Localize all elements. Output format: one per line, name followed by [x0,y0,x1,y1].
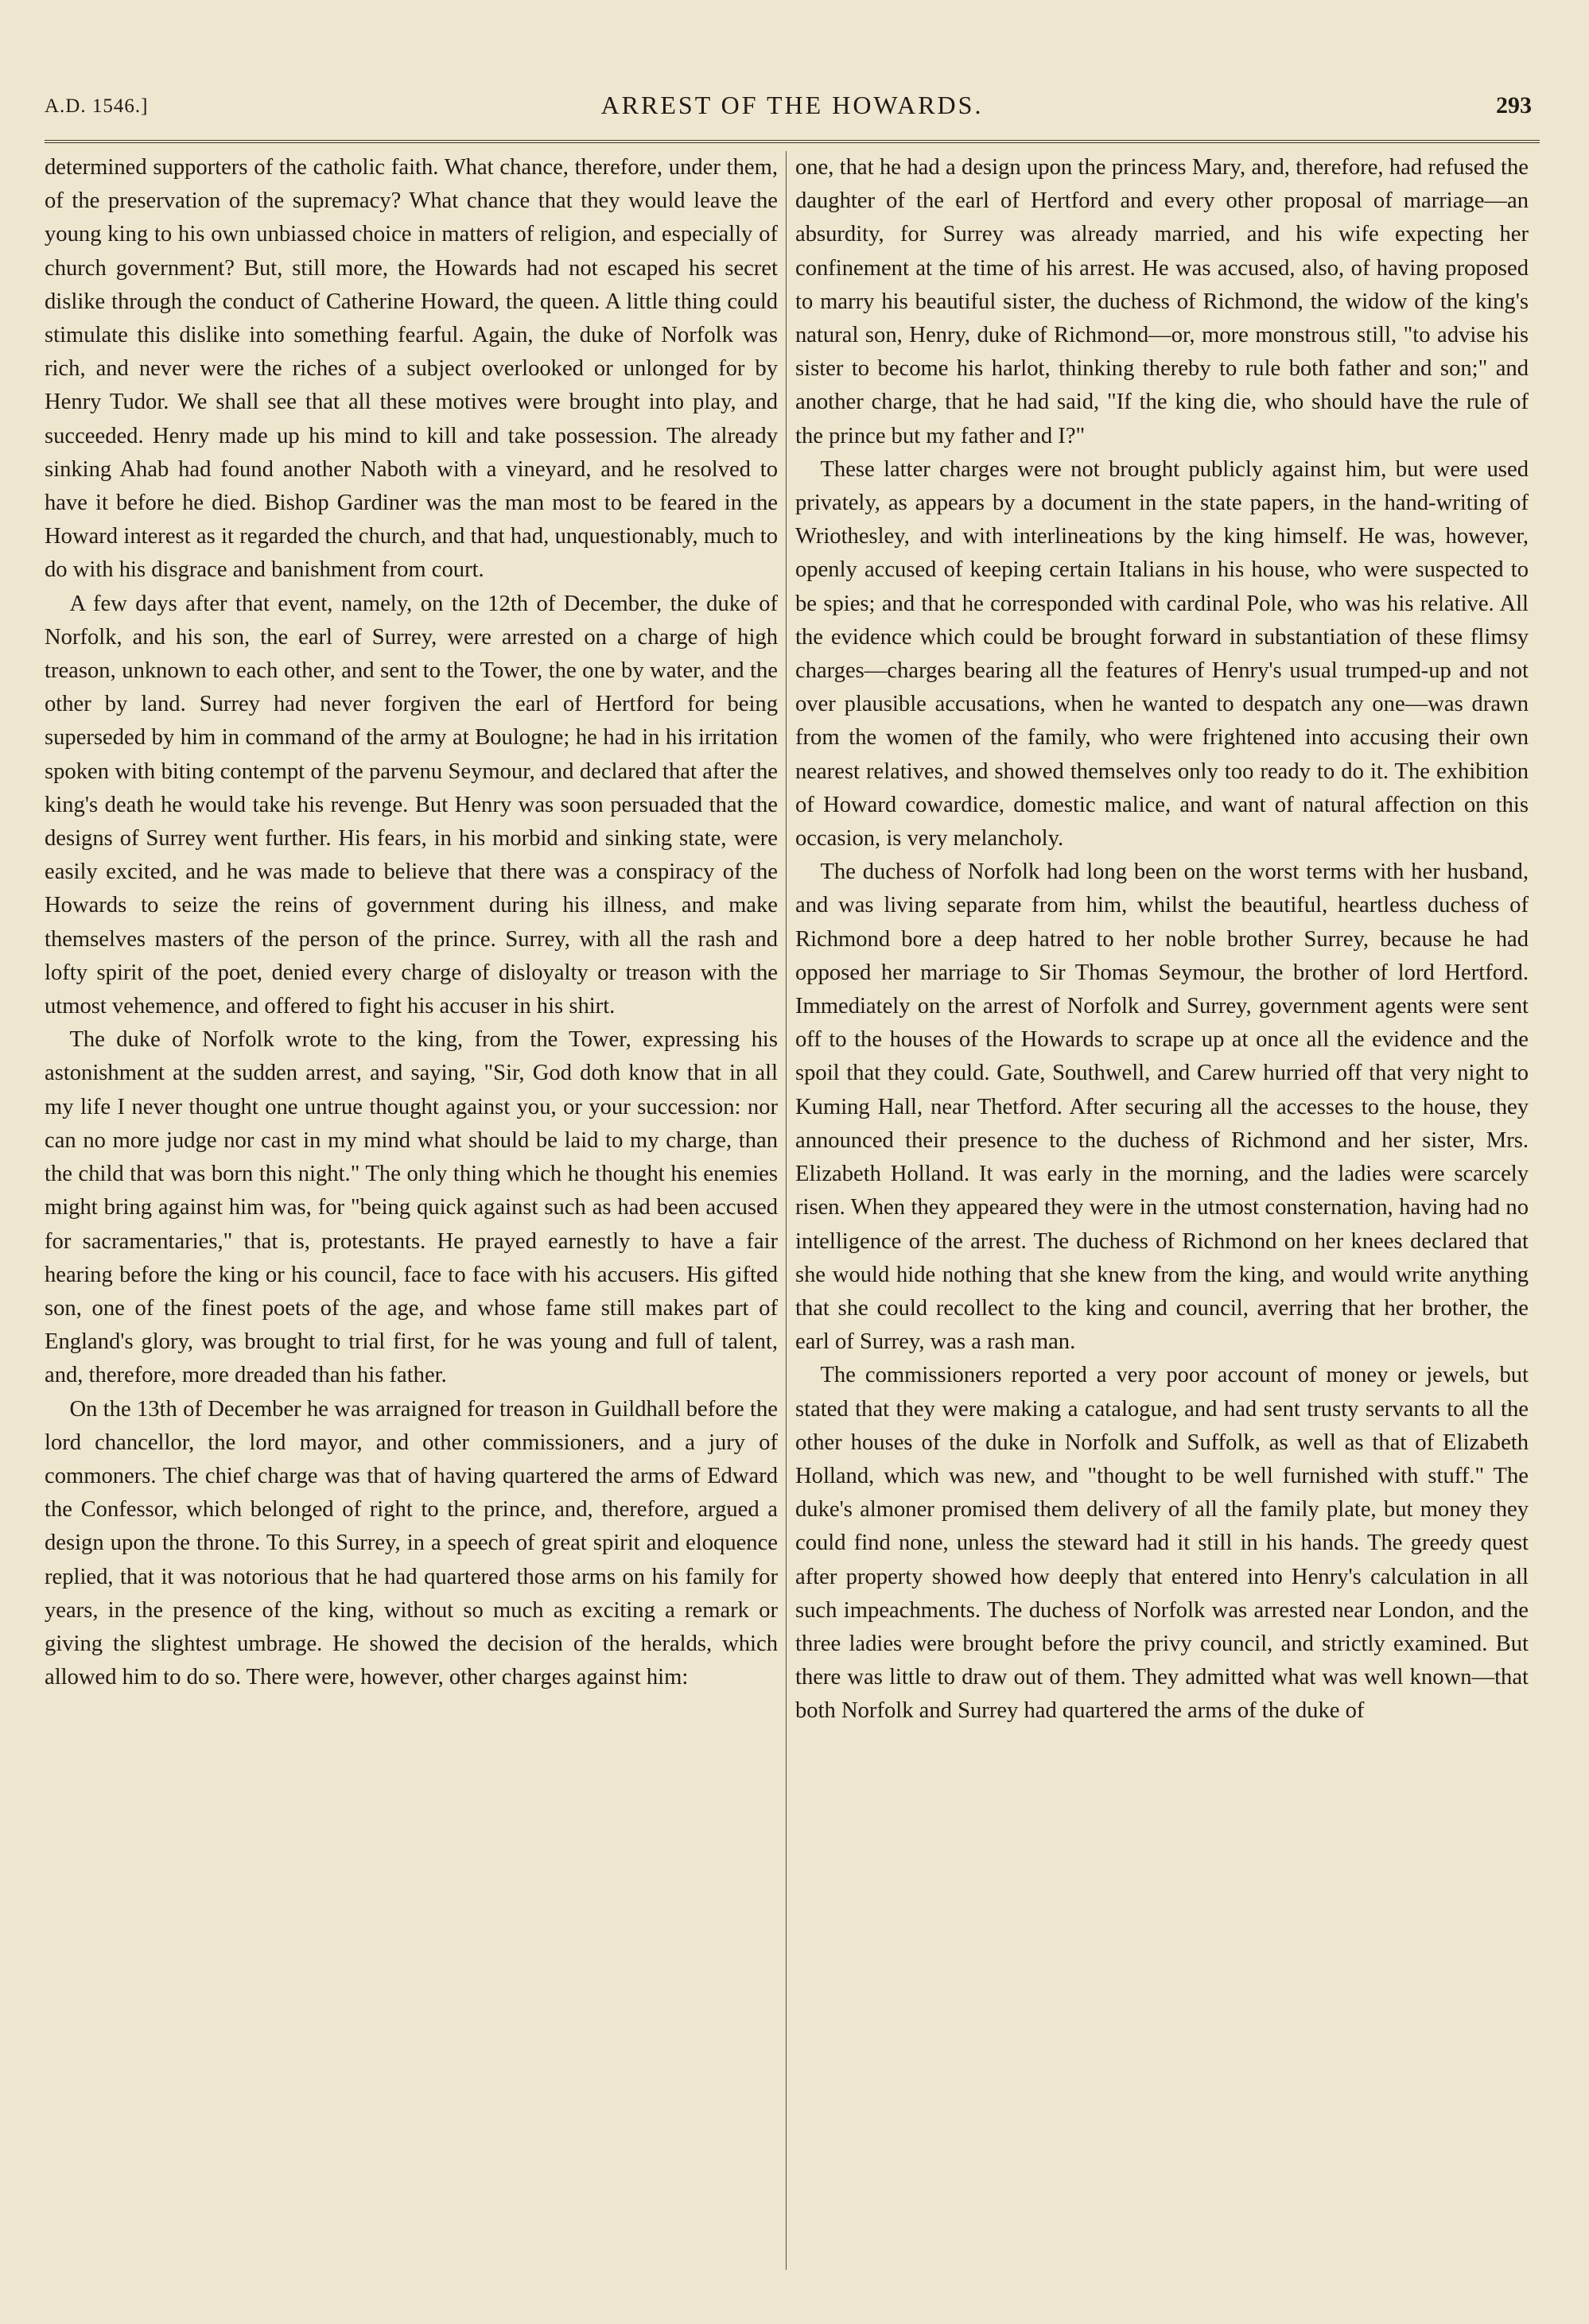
page-number: 293 [1496,92,1532,118]
column-divider [786,151,787,2270]
paragraph: determined supporters of the catholic faith. What chance, therefore, under them, of the preservation of the supremacy? What chance that they would leave the young king to his own unbiassed choice in matters of religion, and especially of church government? But, still more, the Howards had not escaped his secret dislike through the conduct of Catherine Howard, the queen. A little thing could stimulate this dislike into something fearful. Again, the duke of Norfolk was rich, and never were the riches of a subject overlooked or unlonged for by Henry Tudor. We shall see that all these motives were brought into play, and succeeded. Henry made up his mind to kill and take possession. The already sinking Ahab had found another Naboth with a vineyard, and he resolved to have it before he died. Bishop Gardiner was the man most to be feared in the Howard interest as it regarded the church, and that had, unquestionably, much to do with his disgrace and banishment from court. [45,155,778,583]
left-column [45,151,778,2270]
right-column [795,151,1529,2270]
paragraph: The duke of Norfolk wrote to the king, from the Tower, expressing his astonishment at the sudden arrest, and saying, "Sir, God doth know that in all my life I never thought one untrue thought against you, or your succession: nor can no more judge nor cast in my mind what should be laid to my charge, than the child that was born this night." The only thing which he thought his enemies might bring against him was, for "being quick against such as had been accused for sacramentaries," that is, protestants. He prayed earnestly to have a fair hearing before the king or his council, face to face with his accusers. His gifted son, one of the finest poets of the age, and whose fame still makes part of England's glory, was brought to trial first, for he was young and full of talent, and, therefore, more dreaded than his father. [45,1027,778,1388]
paragraph: one, that he had a design upon the princess Mary, and, therefore, had refused the daughter of the earl of Hertford and every other proposal of marriage—an absurdity, for Surrey was already married, and his wife expecting her confinement at the time of his arrest. He was accused, also, of having proposed to marry his beautiful sister, the duchess of Richmond, the widow of the king's natural son, Henry, duke of Richmond—or, more monstrous still, "to advise his sister to become his harlot, thinking thereby to rule both father and son;" and another charge, that he had said, "If the king die, who should have the rule of the prince but my father and I?" [795,155,1529,448]
paragraph: The commissioners reported a very poor account of money or jewels, but stated that they were making a catalogue, and had sent trusty servants to all the other houses of the duke in Norfolk and Suffolk, as well as that of Elizabeth Holland, which was new, and "thought to be well furnished with stuff." The duke's almoner promised them delivery of all the family plate, but money they could find none, unless the steward had it still in his hands. The greedy quest after property showed how deeply that entered into Henry's calculation in all such impeachments. The duchess of Norfolk was arrested near London, and the three ladies were brought before the privy council, and strictly examined. But there was little to draw out of them. They admitted what was well known—that both Norfolk and Surrey had quartered the arms of the duke of [795,1363,1529,1724]
header-rule [45,140,1540,143]
paragraph: These latter charges were not brought publicly against him, but were used privately, as appears by a document in the state papers, in the hand-writing of Wriothesley, and with interlineations by the king himself. He was, however, openly accused of keeping certain Italians in his house, who were suspected to be spies; and that he corresponded with cardinal Pole, who was his relative. All the evidence which could be brought forward in substantiation of these flimsy charges—charges bearing all the features of Henry's usual trumped-up and not over plausible accusations, when he wanted to despatch any one—was drawn from the women of the family, who were frightened into accusing their own nearest relatives, and showed themselves only too ready to do it. The exhibition of Howard cowardice, domestic malice, and want of natural affection on this occasion, is very melancholy. [795,456,1529,852]
paragraph: The duchess of Norfolk had long been on the worst terms with her husband, and was living separate from him, whilst the beautiful, heartless duchess of Richmond bore a deep hatred to her noble brother Surrey, because he had opposed her marriage to Sir Thomas Seymour, the brother of lord Hertford. Immediately on the arrest of Norfolk and Surrey, government agents were sent off to the houses of the Howards to scrape up at once all the evidence and the spoil that they could. Gate, Southwell, and Carew hurried off that very night to Kuming Hall, near Thetford. After securing all the accesses to the house, they announced their presence to the duchess of Richmond and her sister, Mrs. Elizabeth Holland. It was early in the morning, and the ladies were scarcely risen. When they appeared they were in the utmost consternation, having had no intelligence of the arrest. The duchess of Richmond on her knees declared that she would hide nothing that she knew from the king, and would write anything that she could recollect to the king and council, averring that her brother, the earl of Surrey, was a rash man. [795,859,1529,1355]
paragraph: A few days after that event, namely, on the 12th of December, the duke of Norfolk, and his son, the earl of Surrey, were arrested on a charge of high treason, unknown to each other, and sent to the Tower, the one by water, and the other by land. Surrey had never forgiven the earl of Hertford for being superseded by him in command of the army at Boulogne; he had in his irritation spoken with biting contempt of the parvenu Seymour, and declared that after the king's death he would take his revenge. But Henry was soon persuaded that the designs of Surrey went further. His fears, in his morbid and sinking state, were easily excited, and he was made to believe that there was a conspiracy of the Howards to seize the reins of government during his illness, and make themselves masters of the person of the prince. Surrey, with all the rash and lofty spirit of the poet, denied every charge of disloyalty or treason with the utmost vehemence, and offered to fight his accuser in his shirt. [45,591,778,1019]
header-date: A.D. 1546.] [45,95,149,117]
paragraph: On the 13th of December he was arraigned for treason in Guildhall before the lord chancellor, the lord mayor, and other commissioners, and a jury of commoners. The chief charge was that of having quartered the arms of Edward the Confessor, which belonged of right to the prince, and, therefore, argued a design upon the throne. To this Surrey, in a speech of great spirit and eloquence replied, that it was notorious that he had quartered those arms on his family for years, in the presence of the king, without so much as exciting a remark or giving the slightest umbrage. He showed the decision of the heralds, which allowed him to do so. There were, however, other charges against him: [45,1396,778,1690]
running-header [45,86,1540,124]
header-title: ARREST OF THE HOWARDS. [600,91,984,119]
